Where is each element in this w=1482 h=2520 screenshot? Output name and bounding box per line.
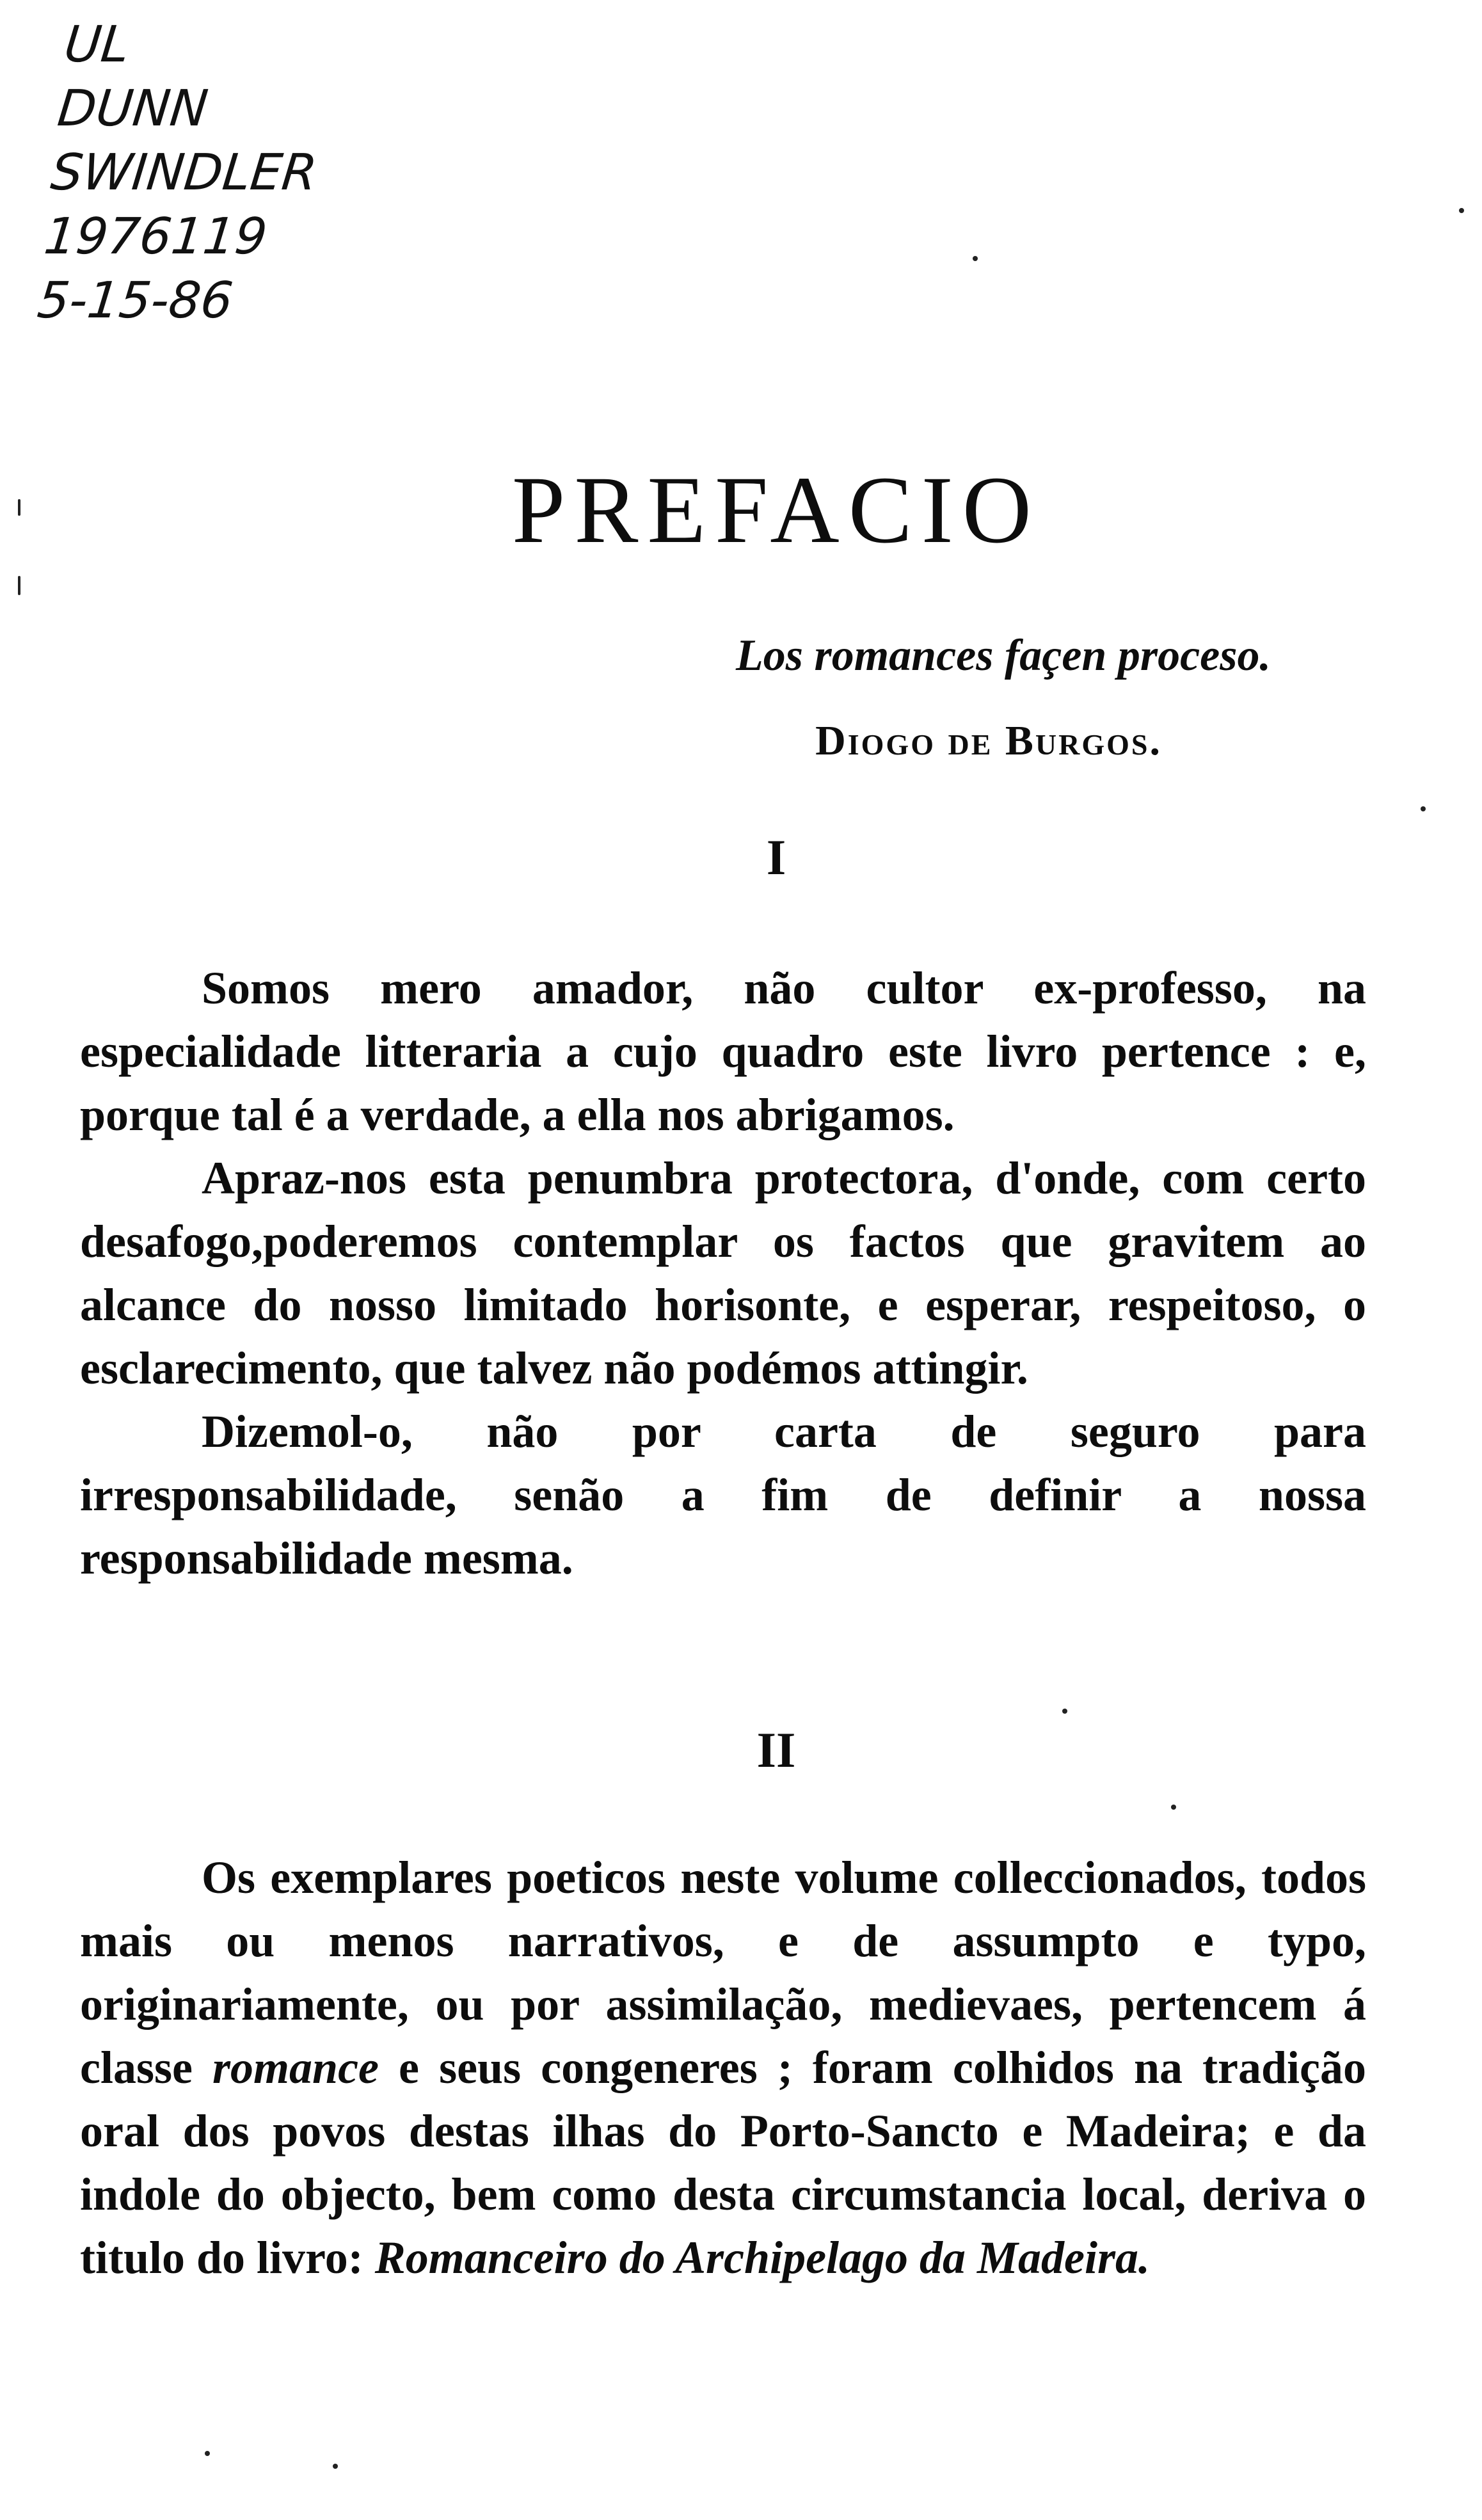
paragraph [80,1846,1366,2290]
italic-term: romance [212,2042,379,2093]
page-title: PREFACIO [511,456,1041,563]
scan-speck [973,256,978,261]
handwritten-note-line: 5-15-86 [35,272,236,330]
handwritten-note-line: SWINDLER [48,144,320,202]
section-body [80,957,1366,1590]
scan-speck [1459,208,1464,213]
scan-speck [18,576,20,595]
epigraph-author: Diogo de Burgos. [815,717,1162,764]
handwritten-note-line: DUNN [54,80,211,138]
handwritten-note-line: UL [61,16,132,74]
scan-speck [205,2451,210,2456]
epigraph-quote: Los romances façen proceso. [735,631,1271,680]
paragraph: Somos mero amador, não cultor ex-professo, na especialidade litteraria a cujo quadro este livro pertence : e, porque tal é a verdade, a ella nos abrigamos. [80,962,1366,1140]
scan-speck [1171,1805,1176,1810]
paragraph-text: Os exemplares poeticos neste volume colleccionados, todos mais ou menos narrativos, e de assumpto e typo, originariamente, ou por assimilação, medievaes, pertencem á classe [80,1852,1366,2093]
paragraph: Apraz-nos esta penumbra protectora, d'onde, com certo desafogo,poderemos contemplar os factos que gravitem ao alcance do nosso limitado horisonte, e esperar, respeitoso, o esclarecimento, que talvez não podémos attingir. [80,1152,1366,1394]
handwritten-library-notes [35,13,427,333]
handwritten-note-line: 1976119 [41,208,270,266]
paragraph: Dizemol-o, não por carta de seguro para irresponsabilidade, senão a fim de definir a nossa responsabilidade mesma. [80,1406,1366,1584]
paragraph-text: e seus congeneres ; foram colhidos na tradição oral dos povos destas ilhas do Porto-Sancto e Madeira; e da indole do objecto, bem como desta circumstancia local, deriva o titulo do livro: [80,2042,1366,2283]
section-body [80,1846,1366,2290]
scan-speck [333,2464,338,2469]
book-title-italic: Romanceiro do Archipelago da Madeira. [374,2232,1151,2283]
scan-speck [18,499,20,516]
section-number: I [766,829,786,885]
section-number: II [756,1722,796,1778]
scan-speck [1062,1709,1067,1714]
scan-speck [1421,806,1426,811]
